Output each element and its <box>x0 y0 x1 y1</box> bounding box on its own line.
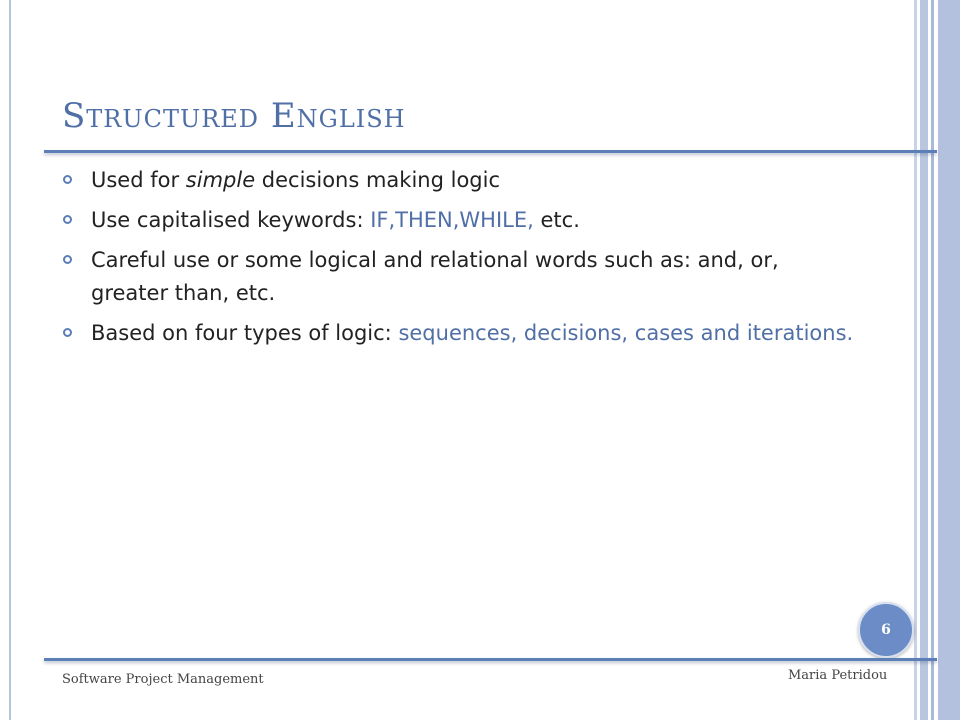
bullet-text: decisions making logic <box>255 168 501 192</box>
right-decorative-stripes <box>914 0 960 720</box>
bullet-circle-icon <box>63 175 72 184</box>
bullet-item <box>62 244 862 310</box>
footer-course-title: Software Project Management <box>62 672 264 687</box>
bullet-text: Careful use or some logical and relational words such as: and, or, greater than, etc. <box>91 248 779 305</box>
stripe <box>914 0 917 720</box>
bullet-emphasis: simple <box>185 168 256 192</box>
bullet-circle-icon <box>63 328 72 337</box>
stripe <box>920 0 928 720</box>
bullet-item <box>62 204 862 237</box>
bullet-list <box>62 164 862 357</box>
bullet-text: Based on four types of logic: <box>91 321 399 345</box>
slide-title: Structured English <box>62 96 406 136</box>
left-border-line <box>9 0 11 720</box>
bullet-text: etc. <box>533 208 580 232</box>
bullet-item <box>62 317 862 350</box>
bullet-circle-icon <box>63 255 72 264</box>
page-number: 6 <box>881 622 891 638</box>
footer-divider <box>44 658 937 661</box>
footer-author: Maria Petridou <box>788 668 888 683</box>
stripe <box>938 0 960 720</box>
bullet-item <box>62 164 862 197</box>
bullet-circle-icon <box>63 215 72 224</box>
bullet-logic-types: sequences, decisions, cases and iterations. <box>398 321 854 345</box>
stripe <box>931 0 934 720</box>
title-divider <box>44 150 937 153</box>
bullet-text: Used for <box>91 168 186 192</box>
page-number-badge <box>858 602 914 658</box>
bullet-keywords: IF,THEN,WHILE, <box>370 208 534 232</box>
bullet-text: Use capitalised keywords: <box>91 208 371 232</box>
